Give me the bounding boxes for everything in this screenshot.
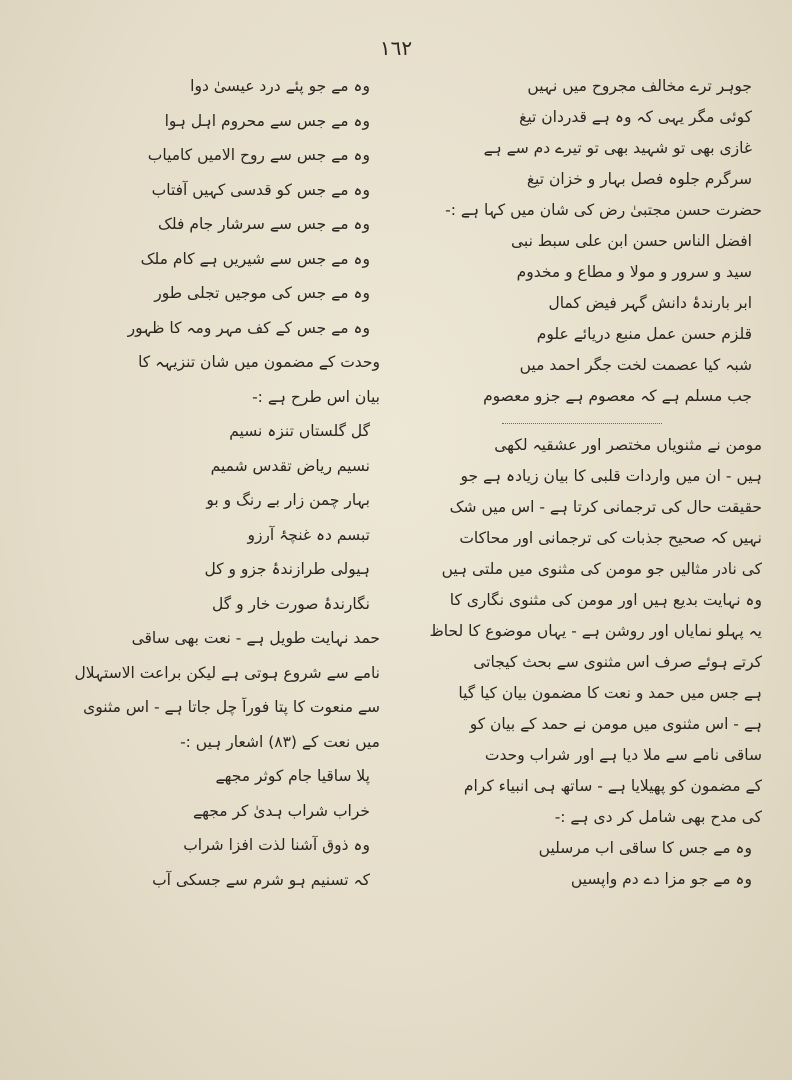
verse-line: وہ مے جس کی موجیں تجلی طور [154,284,370,302]
prose-line: ہیں - ان میں واردات قلبی کا بیان زیادہ ہے جو [460,467,762,485]
verse-line: وہ مے جو مزا دے دم واپسیں [570,870,752,888]
verse-line: وہ ذوق آشنا لذت افزا شراب [183,836,370,854]
verse-line: نگارندۂ صورت خار و گل [212,594,370,613]
verse-line: وہ مے جس کا ساقی اب مرسلیں [538,839,752,857]
prose-line: یہ پہلو نمایاں اور روشن ہے - یہاں موضوع کا لحاظ [429,622,762,640]
verse-line: شبہ کیا عصمت لخت جگر احمد میں [519,356,752,374]
prose-line: حمد نہایت طویل ہے - نعت بھی ساقی [131,629,380,647]
section-separator [394,417,762,435]
verse-line: خراب شراب ہدیٰ کر مجھے [193,801,370,820]
prose-line: حقیقت حال کی ترجمانی کرتا ہے - اس میں شک [449,498,762,516]
verse-line: بہار چمن زار بے رنگ و بو [206,491,370,509]
verse-line: وہ مے جس سے روح الامیں کامیاب [147,146,370,164]
prose-line: مومن نے مثنویاں مختصر اور عشقیہ لکھی [494,436,762,454]
prose-line: ہے - اس مثنوی میں مومن نے حمد کے بیان کو [469,715,762,733]
prose-line: کی مدح بھی شامل کر دی ہے :- [554,808,762,826]
prose-line: وہ نہایت بدیع ہیں اور مومن کی مثنوی نگاری کا [449,591,762,609]
prose-line: میں نعت کے (٨٣) اشعار ہیں :- [180,732,380,751]
prose-line: کے مضمون کو پھیلایا ہے - ساتھ ہی انبیاء کرام [463,777,762,795]
prose-line: کرتے ہوئے صرف اس مثنوی سے بحث کیجاتی [473,653,762,671]
prose-line: بیان اس طرح ہے :- [252,387,380,406]
verse-line: وہ مے جس سے شیریں ہے کام ملک [140,249,370,268]
verse-line: تبسم دہ غنچۂ آرزو [247,525,370,544]
verse-line: جب مسلم ہے کہ معصوم ہے جزو معصوم [483,387,752,405]
verse-line: وہ مے جس سے محروم اہل ہوا [164,111,370,130]
page-number: ١٦٢ [379,36,413,60]
verse-line: ابر بارندۂ دانش گہر فیض کمال [548,294,752,312]
prose-line: حضرت حسن مجتبیٰ رض کی شان میں کہا ہے :- [445,201,762,219]
verse-line: کوئی مگر یہی کہ وہ ہے قدردان تیغ [519,108,752,126]
prose-line: ساقی نامے سے ملا دیا ہے اور شراب وحدت [484,746,762,764]
verse-line: وہ مے جو پئے درد عیسیٰ دوا [190,77,370,95]
verse-line: افضل الناس حسن ابن علی سبط نبی [510,232,752,250]
verse-line: نسیم ریاض تقدس شمیم [210,456,370,475]
prose-line: کی نادر مثالیں جو مومن کی مثنوی میں ملتی ہیں [441,560,762,578]
prose-line: نامے سے شروع ہوتی ہے لیکن براعت الاستہلال [74,663,380,682]
verse-line: سرگرم جلوہ فصل بہار و خزان تیغ [526,170,752,188]
verse-line: پلا ساقیا جام کوثر مجھے [215,767,370,785]
verse-line: کہ تسنیم ہو شرم سے جسکی آب [152,870,370,889]
prose-line: وحدت کے مضمون میں شان تنزیہہ کا [138,353,380,371]
verse-line: ہیولی طرازندۂ جزو و کل [204,560,370,578]
verse-line: وہ مے جس سے سرشار جام فلک [158,215,370,233]
prose-line: نہیں کہ صحیح جذبات کی ترجمانی اور محاکات [459,529,762,547]
verse-line: جوہر ترے مخالف مجروح میں نہیں [527,77,752,95]
prose-line: ہے جس میں حمد و نعت کا مضمون بیان کیا گیا [458,684,762,702]
verse-line: گل گلستاں تنزہ نسیم [229,422,370,440]
verse-line: وہ مے جس کے کف مہر ومہ کا ظہور [127,318,370,337]
verse-line: قلزم حسن عمل منبع دریائے علوم [536,325,752,343]
verse-line: غازی بھی تو شہید بھی تو تیرے دم سے ہے [483,139,752,157]
verse-line: سید و سرور و مولا و مطاع و مخدوم [516,263,752,281]
left-text-column [12,76,380,904]
right-text-column [394,76,762,900]
prose-line: سے منعوت کا پتا فوراً چل جاتا ہے - اس مثنوی [83,698,380,716]
verse-line: وہ مے جس کو قدسی کہیں آفتاب [151,180,370,199]
